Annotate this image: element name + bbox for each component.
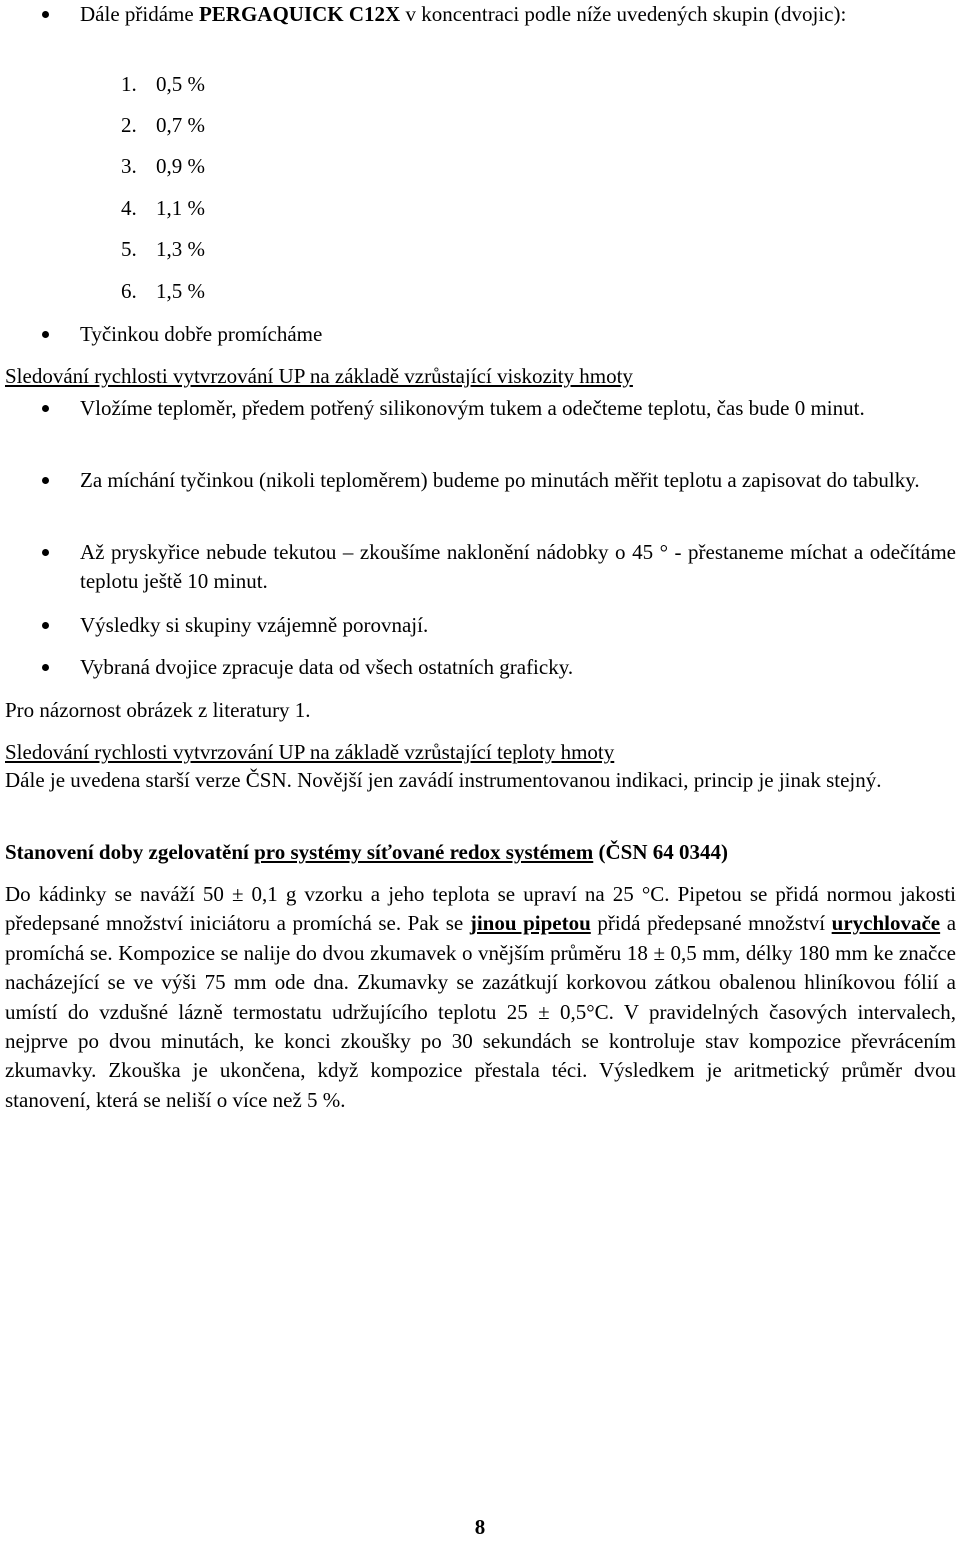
page-number: 8 <box>474 1515 486 1539</box>
illustration-note: Pro názornost obrázek z literatury 1. <box>5 698 311 722</box>
product-name: PERGAQUICK C12X <box>198 2 401 26</box>
list-item: 2. 0,7 % <box>121 113 205 137</box>
bullet-measure: Za míchání tyčinkou (nikoli teploměrem) budeme po minutách měřit teplotu a zapisovat do tabulky. <box>5 466 956 495</box>
emphasis-other-pipette: jinou pipetou <box>469 911 591 936</box>
list-item: 6. 1,5 % <box>121 279 205 303</box>
list-item: 5. 1,3 % <box>121 237 205 261</box>
gel-heading: Stanovení doby zgelovatění pro systémy síťované redox systémem (ČSN 64 0344) <box>5 840 728 864</box>
section-heading-viscosity: Sledování rychlosti vytvrzování UP na základě vzrůstající viskozity hmoty <box>5 364 633 388</box>
section-heading-temperature: Sledování rychlosti vytvrzování UP na základě vzrůstající teploty hmoty <box>5 740 615 764</box>
emphasis-accelerator: urychlovače <box>831 911 941 936</box>
list-item: 1. 0,5 % <box>121 72 205 96</box>
bullet-compare: Výsledky si skupiny vzájemně porovnají. <box>5 611 956 640</box>
bullet-intro <box>5 0 956 29</box>
list-item: 3. 0,9 % <box>121 154 205 178</box>
bullet-tilt: Až pryskyřice nebude tekutou – zkoušíme naklonění nádobky o 45 ° - přestaneme míchat a odečítáme teplotu ještě 10 minut. <box>5 538 956 596</box>
bullet-stir: Tyčinkou dobře promícháme <box>5 320 956 349</box>
intro-text-end: v koncentraci podle níže uvedených skupin (dvojic): <box>400 2 847 26</box>
procedure-paragraph: Do kádinky se naváží 50 ± 0,1 g vzorku a jeho teplota se upraví na 25 °C. Pipetou se přidá normou jakosti předepsané množství iniciátoru a promíchá se. Pak se jinou pipetou přidá předepsané množství urychlovače a promíchá se. Kompozice se nalije do dvou zkumavek o vnějším průměru 18 ± 0,5 mm, délky 180 mm ke značce nacházející se ve výši 75 mm ode dna. Zkumavky se zazátkují korkovou zátkou obalenou hliníkovou fólií a umístí do vzdušné lázně termostatu udržujícího teplotu 25 ± 0,5°C. V pravidelných časových intervalech, nejprve po dvou minutách, ke konci zkoušky po 30 sekundách se kontroluje stav kompozice převrácením zkumavky. Zkouška je ukončena, když kompozice přestala téci. Výsledkem je aritmetický průměr dvou stanovení, která se neliší o více než 5 %. <box>5 882 957 1112</box>
intro-text: Dále přidáme <box>80 2 199 26</box>
bullet-graph: Vybraná dvojice zpracuje data od všech ostatních graficky. <box>5 653 956 682</box>
list-item: 4. 1,1 % <box>121 196 205 220</box>
bullet-thermometer: Vložíme teploměr, předem potřený silikonovým tukem a odečteme teplotu, čas bude 0 minut. <box>5 394 956 423</box>
csn-note: Dále je uvedena starší verze ČSN. Novější jen zavádí instrumentovanou indikaci, princip je jinak stejný. <box>5 768 882 792</box>
